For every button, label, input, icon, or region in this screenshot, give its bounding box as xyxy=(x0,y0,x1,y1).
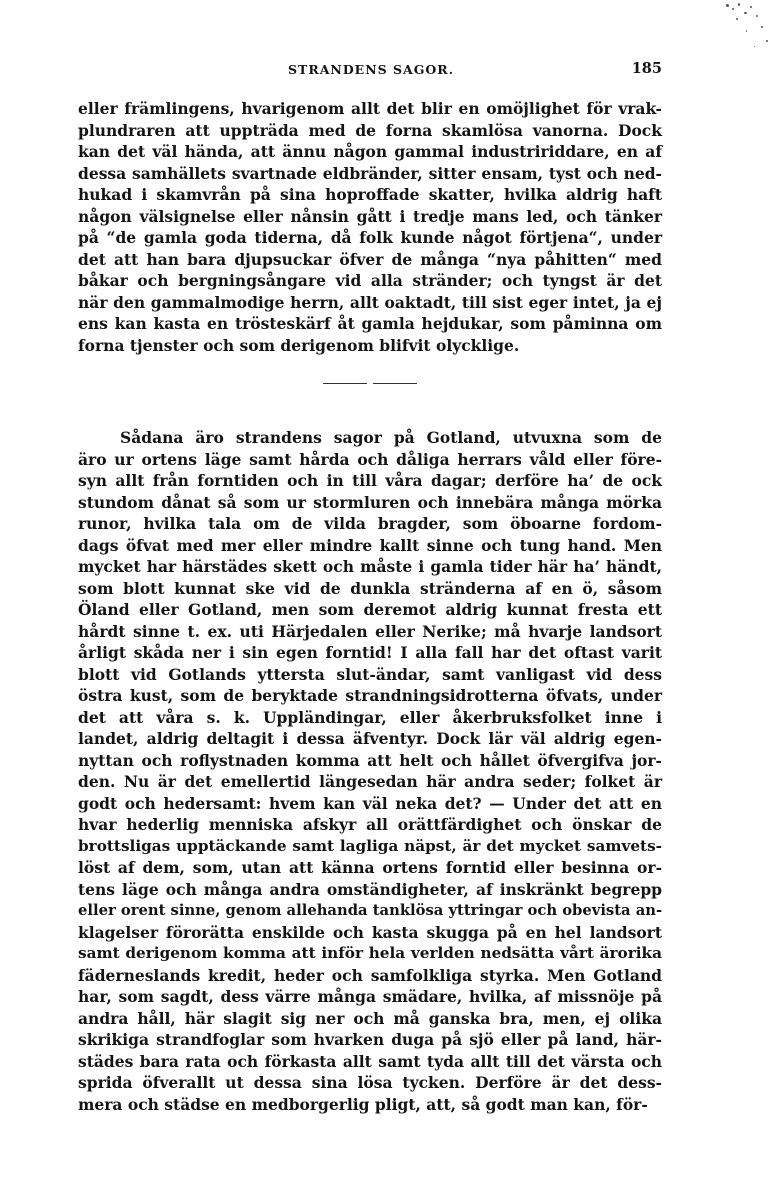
text-line: klagelser förorätta enskilde och kasta skugga på en hel landsort xyxy=(78,922,662,942)
section-separator xyxy=(323,383,417,385)
text-line: andra håll, här slagit sig ner och må ganska bra, men, ej olika xyxy=(78,1008,662,1028)
text-line: hvar hederlig menniska afskyr all orättfärdighet och önskar de xyxy=(78,815,662,834)
page-number: 185 xyxy=(631,60,662,77)
scan-specks xyxy=(666,0,776,70)
text-line: nyttan och roflystnaden komma att helt och hållet öfvergifva jor- xyxy=(78,750,662,770)
text-line: som blott kunnat ske vid de dunkla stränderna af en ö, såsom xyxy=(78,578,662,598)
text-line: landet, aldrig deltagit i dessa äfventyr. Dock lär väl aldrig egen- xyxy=(78,729,662,748)
text-line: mycket har härstädes skett och måste i gamla tider här ha’ händt, xyxy=(78,557,662,576)
page-header xyxy=(78,62,662,82)
text-line: fäderneslands kredit, heder och samfolkliga styrka. Men Gotland xyxy=(78,965,662,985)
text-line: dessa samhällets svartnade eldbränder, sitter ensam, tyst och ned- xyxy=(78,163,662,183)
text-line: den. Nu är det emellertid längesedan här andra seder; folket är xyxy=(78,772,662,791)
text-line: kan det väl hända, att ännu någon gammal industririddare, en af xyxy=(78,142,662,161)
text-line: eller orent sinne, genom allehanda tanklösa yttringar och obevista an- xyxy=(78,902,663,919)
text-line: plundraren att uppträda med de forna skamlösa vanorna. Dock xyxy=(78,120,662,140)
text-line: sprida öfverallt ut dessa sina lösa tycken. Derföre är det dess- xyxy=(78,1073,662,1092)
text-line: syn allt från forntiden och in till våra dagar; derföre ha’ de ock xyxy=(78,471,662,490)
text-line: samt derigenom komma att inför hela verlden nedsätta vårt ärorika xyxy=(78,944,662,962)
paragraph-1 xyxy=(78,98,662,356)
text-line: hukad i skamvrån på sina hoproffade skatter, hvilka aldrig haft xyxy=(78,185,662,204)
text-line: löst af dem, som, utan att känna ortens forntid eller besinna or- xyxy=(78,858,662,877)
text-line: runor, hvilka tala om de vilda bragder, som öboarne fordom- xyxy=(78,514,662,533)
text-line: tens läge och många andra omständigheter, af inskränkt begrepp xyxy=(78,879,662,899)
text-line: eller främlingens, hvarigenom allt det blir en omöjlighet för vrak- xyxy=(78,99,662,118)
text-line: årligt skåda ner i sin egen forntid! I alla fall har det oftast varit xyxy=(78,643,662,662)
text-line: städes bara rata och förkasta allt samt tyda allt till det värsta och xyxy=(78,1051,662,1071)
text-line: Öland eller Gotland, men som deremot aldrig kunnat fresta ett xyxy=(78,600,662,619)
text-line: på “de gamla goda tiderna, då folk kunde något förtjena“, under xyxy=(78,228,662,247)
text-line: stundom dånat så som ur stormluren och innebära många mörka xyxy=(78,492,662,512)
text-line: det att han bara djupsuckar öfver de många “nya påhitten“ med xyxy=(78,249,662,269)
text-line: det att våra s. k. Uppländingar, eller åkerbruksfolket inne i xyxy=(78,707,662,727)
text-line: hårdt sinne t. ex. uti Härjedalen eller Nerike; må hvarje landsort xyxy=(78,621,662,641)
text-line: någon välsignelse eller nånsin gått i tredje mans led, och tänker xyxy=(78,206,662,226)
text-line: båkar och bergningsångare vid alla stränder; och tyngst är det xyxy=(78,271,662,290)
text-line: östra kust, som de beryktade strandningsidrotterna öfvats, under xyxy=(78,686,662,705)
text-line: forna tjenster och som derigenom blifvit olycklige. xyxy=(78,335,520,355)
text-line: äro ur ortens läge samt hårda och dåliga herrars våld eller före- xyxy=(78,449,662,469)
text-line: mera och städse en medborgerlig pligt, att, så godt man kan, för- xyxy=(78,1094,648,1114)
text-line: brottsligas upptäckande samt lagliga näpst, är det mycket samvets- xyxy=(78,836,662,855)
text-line: godt och hedersamt: hvem kan väl neka det? — Under det att en xyxy=(78,793,662,813)
running-title: STRANDENS SAGOR. xyxy=(288,62,455,77)
text-line: Sådana äro strandens sagor på Gotland, utvuxna som de xyxy=(120,428,662,447)
paragraph-2 xyxy=(78,427,662,1115)
text-line: när den gammalmodige herrn, allt oaktadt, till sist eger intet, ja ej xyxy=(78,292,662,312)
text-line: blott vid Gotlands yttersta slut-ändar, samt vanligast vid dess xyxy=(78,664,662,684)
text-line: har, som sagdt, dess värre många smädare, hvilka, af missnöje på xyxy=(78,987,662,1006)
text-line: ens kan kasta en trösteskärf åt gamla hejdukar, som påminna om xyxy=(78,314,662,333)
text-line: skrikiga strandfoglar som hvarken duga på sjö eller på land, här- xyxy=(78,1030,662,1049)
text-line: dags öfvat med mer eller mindre kallt sinne och tung hand. Men xyxy=(78,535,662,555)
